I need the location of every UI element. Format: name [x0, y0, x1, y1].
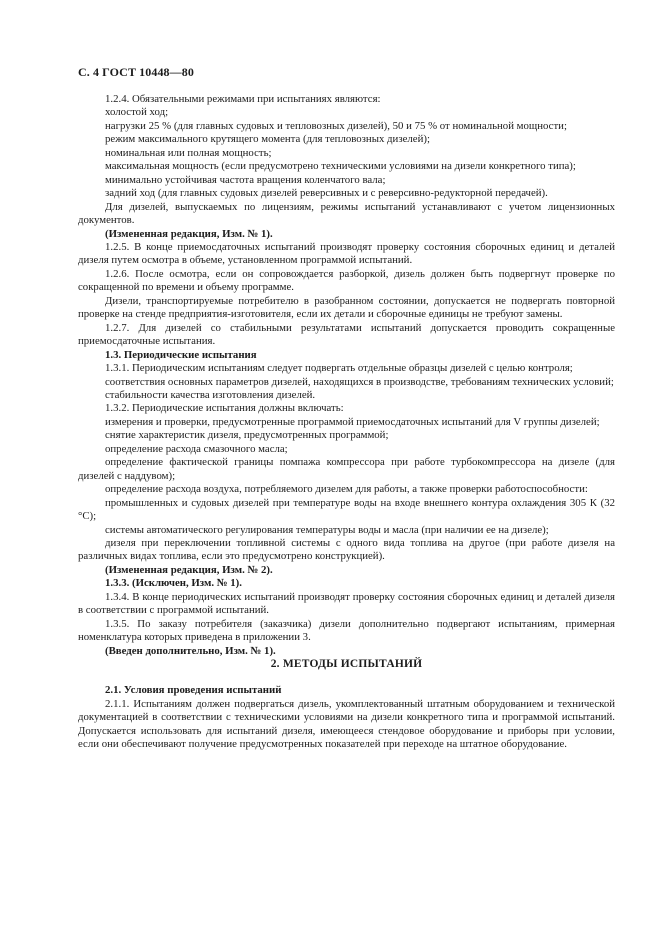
amendment-note: (Измененная редакция, Изм. № 1). [105, 227, 273, 240]
list-item: промышленных и судовых дизелей при температуре воды на входе внешнего контура охлаждения 305 К (32 °С); [78, 496, 615, 523]
paragraph-1-3-1: 1.3.1. Периодическим испытаниям следует подвергать отдельные образцы дизелей с целью контроля; [105, 362, 573, 375]
list-item: определение расхода воздуха, потребляемого дизелем для работы, а также проверки работоспособности: [105, 483, 588, 496]
amendment-note: (Введен дополнительно, Изм. № 1). [105, 644, 276, 657]
list-item: номинальная или полная мощность; [105, 146, 272, 159]
section-title-2: 2. МЕТОДЫ ИСПЫТАНИЙ [270, 658, 423, 671]
paragraph-1-2-6: 1.2.6. После осмотра, если он сопровождается разборкой, дизель должен быть подвергнут проверке по сокращенной по времени и объему программе. [78, 267, 615, 294]
list-item: измерения и проверки, предусмотренные программой приемосдаточных испытаний для V группы дизелей; [105, 415, 600, 428]
paragraph-1-3-5: 1.3.5. По заказу потребителя (заказчика) дизели дополнительно подвергают испытаниям, примерная номенклатура которых приведена в приложении 3. [78, 617, 615, 644]
list-item: задний ход (для главных судовых дизелей реверсивных и с реверсивно-редукторной передачей). [105, 187, 548, 200]
list-item: дизеля при переключении топливной системы с одного вида топлива на другое (при работе дизеля на различных видах топлива, если это предусмотрено конструкцией). [78, 536, 615, 563]
paragraph-1-2-7: 1.2.7. Для дизелей со стабильными результатами испытаний допускается проводить сокращенные приемосдаточные испытания. [78, 321, 615, 348]
paragraph: Для дизелей, выпускаемых по лицензиям, режимы испытаний устанавливают с учетом лицензионных документов. [78, 200, 615, 227]
subsection-heading-2-1: 2.1. Условия проведения испытаний [105, 684, 282, 697]
list-item: стабильности качества изготовления дизелей. [105, 388, 316, 401]
paragraph: Дизели, транспортируемые потребителю в разобранном состоянии, допускается не подвергать повторной проверке на стенде предприятия-изготовителя, если их детали и сборочные единицы не требуют замены. [78, 294, 615, 321]
running-header: С. 4 ГОСТ 10448—80 [78, 65, 194, 79]
paragraph-1-3-3: 1.3.3. (Исключен, Изм. № 1). [105, 577, 242, 590]
paragraph-1-3-4: 1.3.4. В конце периодических испытаний производят проверку состояния сборочных единиц и деталей дизеля в соответствии с программой испытаний. [78, 590, 615, 617]
list-item: максимальная мощность (если предусмотрено техническими условиями на дизели конкретного типа); [105, 160, 576, 173]
page-body [78, 93, 615, 752]
list-item: холостой ход; [105, 106, 169, 119]
list-item: системы автоматического регулирования температуры воды и масла (при наличии ее на дизеле); [105, 523, 549, 536]
paragraph-2-1-1: 2.1.1. Испытаниям должен подвергаться дизель, укомплектованный штатным оборудованием и технической документацией в соответствии с техническими условиями на дизели конкретного типа и программой испытаний. Допускается использовать для испытаний дизеля, имеющееся стендовое оборудование и приборы при условии, если они обеспечивают получение предусмотренных показателей при переходе на штатное оборудование. [78, 697, 615, 751]
list-item: соответствия основных параметров дизелей, находящихся в производстве, требованиям технических условий; [105, 375, 614, 388]
list-item: режим максимального крутящего момента (для тепловозных дизелей); [105, 133, 430, 146]
amendment-note: (Измененная редакция, Изм. № 2). [105, 563, 273, 576]
paragraph-1-2-4: 1.2.4. Обязательными режимами при испытаниях являются: [105, 93, 381, 105]
list-item: определение расхода смазочного масла; [105, 442, 288, 455]
paragraph-1-2-5: 1.2.5. В конце приемосдаточных испытаний производят проверку состояния сборочных единиц и деталей дизеля путем осмотра в объеме, установленном программой испытаний. [78, 240, 615, 267]
list-item: снятие характеристик дизеля, предусмотренных программой; [105, 429, 389, 442]
subsection-heading-1-3: 1.3. Периодические испытания [105, 348, 257, 361]
paragraph-1-3-2: 1.3.2. Периодические испытания должны включать: [105, 402, 344, 415]
list-item: нагрузки 25 % (для главных судовых и тепловозных дизелей), 50 и 75 % от номинальной мощности; [105, 119, 567, 132]
list-item: минимально устойчивая частота вращения коленчатого вала; [105, 173, 386, 186]
list-item: определение фактической границы помпажа компрессора при работе турбокомпрессора на дизеле (для дизелей с наддувом); [78, 456, 615, 482]
